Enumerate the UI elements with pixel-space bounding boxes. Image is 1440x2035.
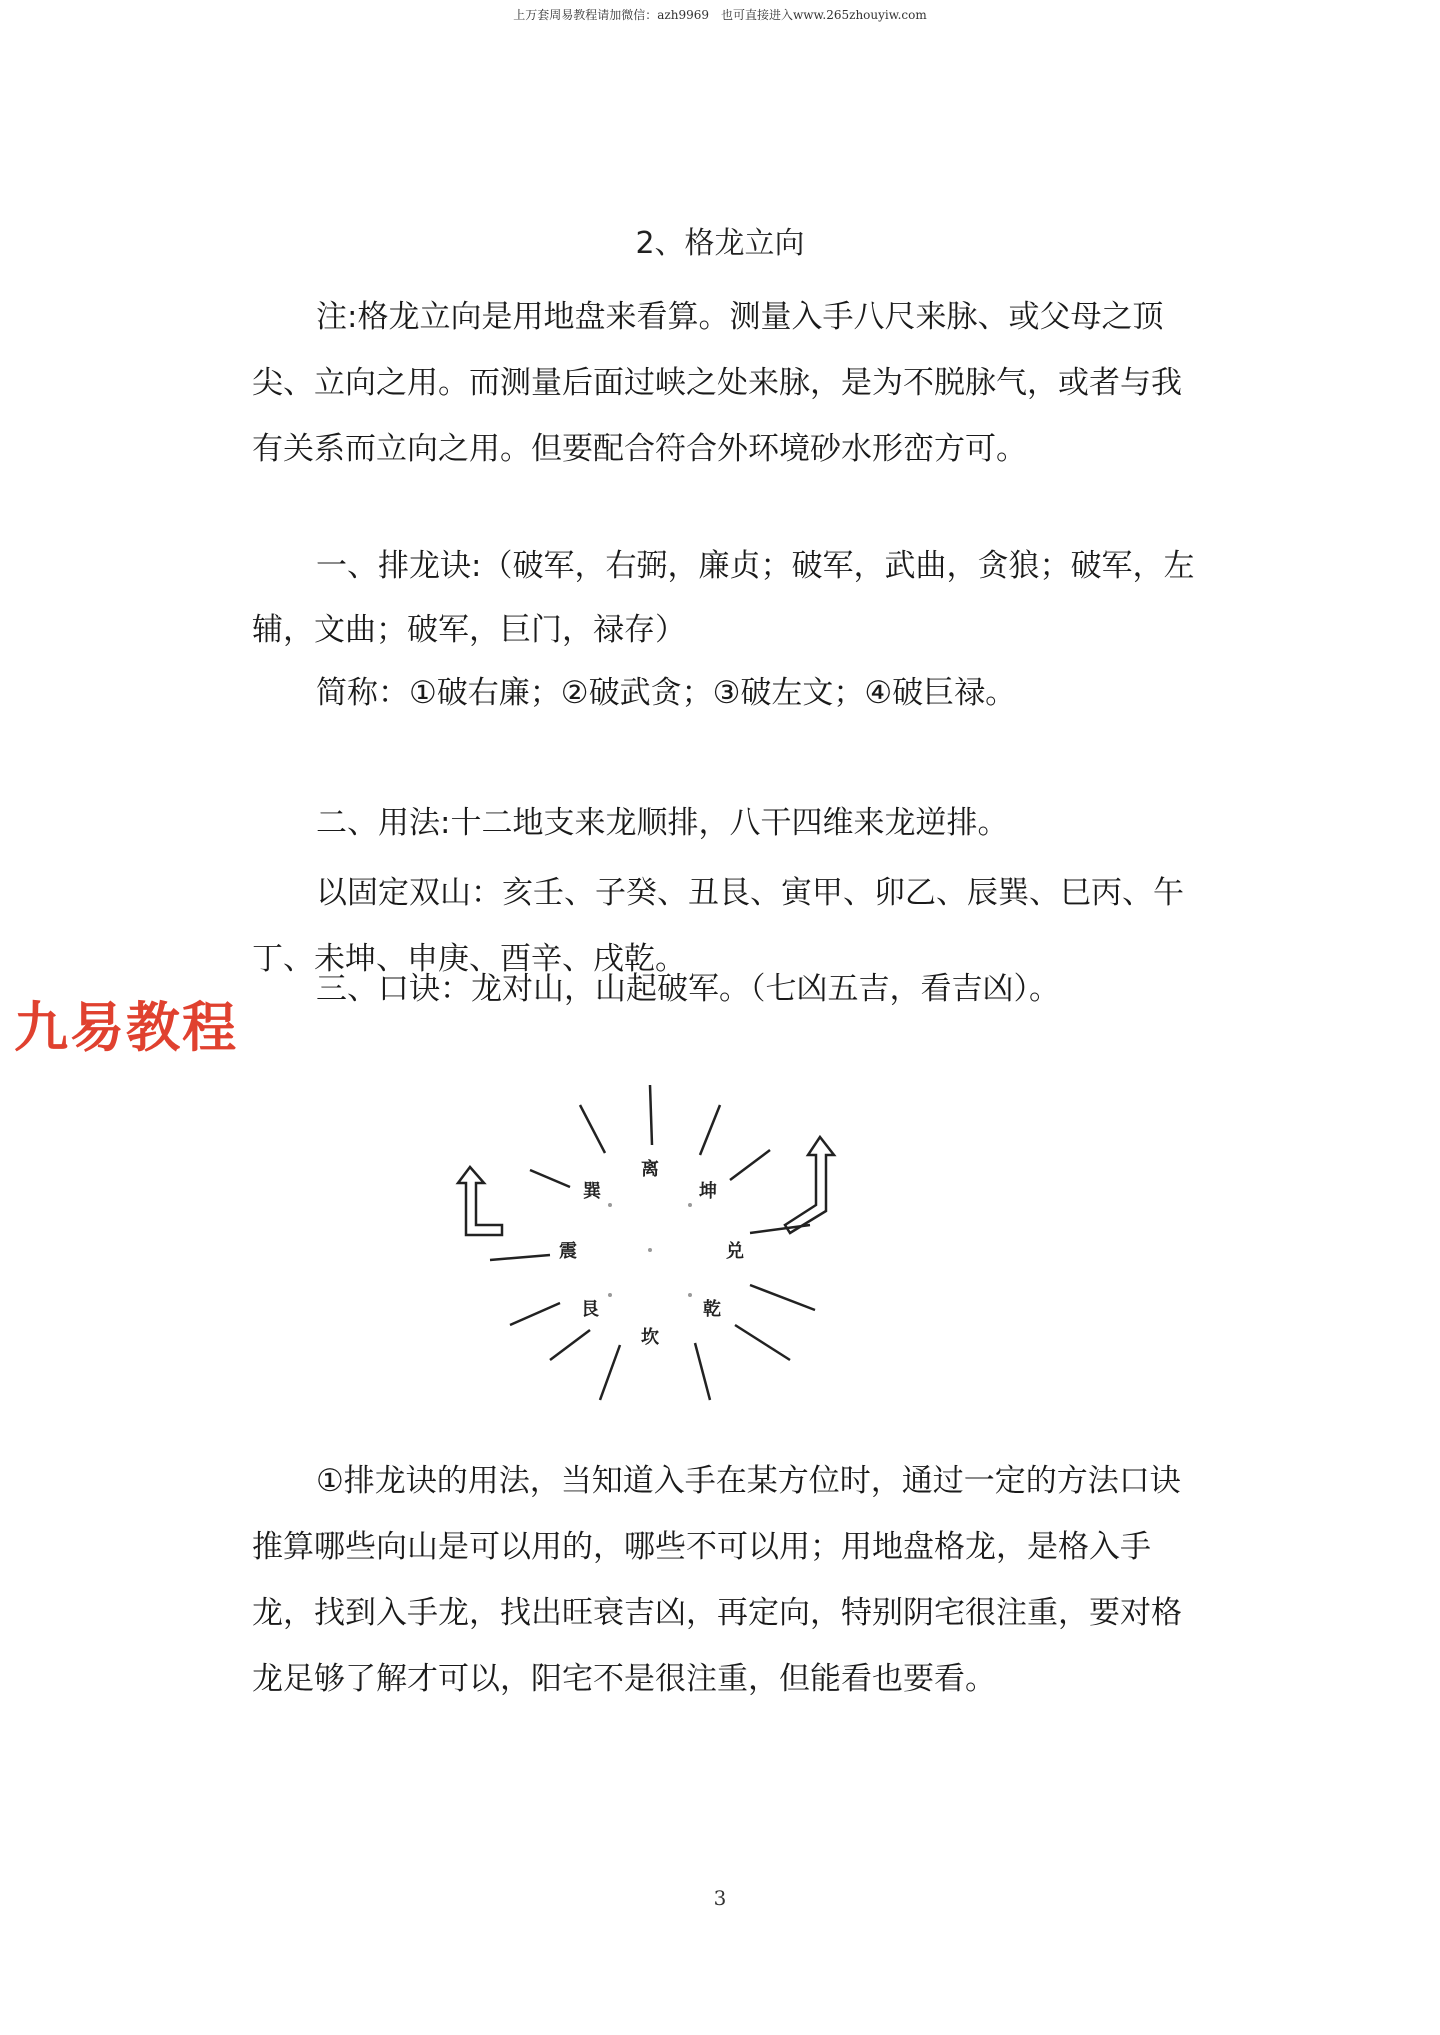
trigram-label-east: 震 [559, 1241, 577, 1262]
compass-diagram [450, 1075, 850, 1415]
trigram-label-sw: 坤 [699, 1181, 717, 1202]
page-number: 3 [713, 1886, 727, 1910]
trigram-label-ne: 艮 [581, 1299, 599, 1320]
page-title: 2、格龙立向 [635, 226, 805, 261]
paragraph-pairs: 以固定双山：亥壬、子癸、丑艮、寅甲、卯乙、辰巽、巳丙、午丁、未坤、申庚、酉辛、戌乾。 [252, 875, 1184, 977]
compass-rays [490, 1085, 815, 1400]
paragraph-rule1: 一、排龙诀:（破军，右弼，廉贞；破军，武曲，贪狼；破军，左辅，文曲；破军，巨门，禄存） [252, 548, 1195, 648]
header-note: 上万套周易教程请加微信：azh9969 也可直接进入www.265zhouyiw.com [513, 8, 927, 22]
trigram-label-west: 兑 [726, 1241, 744, 1262]
paragraph-usage: ①排龙诀的用法，当知道入手在某方位时，通过一定的方法口诀推算哪些向山是可以用的，哪些不可以用；用地盘格龙，是格入手龙，找到入手龙，找出旺衰吉凶，再定向，特别阴宅很注重，要对格龙足够了解才可以，阳宅不是很注重，但能看也要看。 [252, 1463, 1182, 1697]
watermark-logo: 九易教程 [14, 996, 238, 1059]
trigram-label-nw: 乾 [703, 1299, 721, 1320]
compass-inner-dots [608, 1203, 692, 1297]
paragraph-abbrev: 简称：①破右廉；②破武贪；③破左文；④破巨禄。 [316, 675, 1017, 711]
right-up-arrow-icon [785, 1137, 834, 1233]
paragraph-rule2: 二、用法:十二地支来龙顺排，八干四维来龙逆排。 [316, 805, 1009, 841]
trigram-label-north: 坎 [641, 1327, 659, 1348]
trigram-label-south: 离 [641, 1159, 659, 1180]
paragraph-rule3: 三、口诀：龙对山，山起破军。（七凶五吉，看吉凶）。 [316, 971, 1060, 1007]
left-up-arrow-icon [458, 1167, 502, 1235]
paragraph-note: 注:格龙立向是用地盘来看算。测量入手八尺来脉、或父母之顶尖、立向之用。而测量后面过峡之处来脉，是为不脱脉气，或者与我有关系而立向之用。但要配合符合外环境砂水形峦方可。 [252, 299, 1182, 467]
trigram-label-se: 巽 [583, 1181, 601, 1202]
